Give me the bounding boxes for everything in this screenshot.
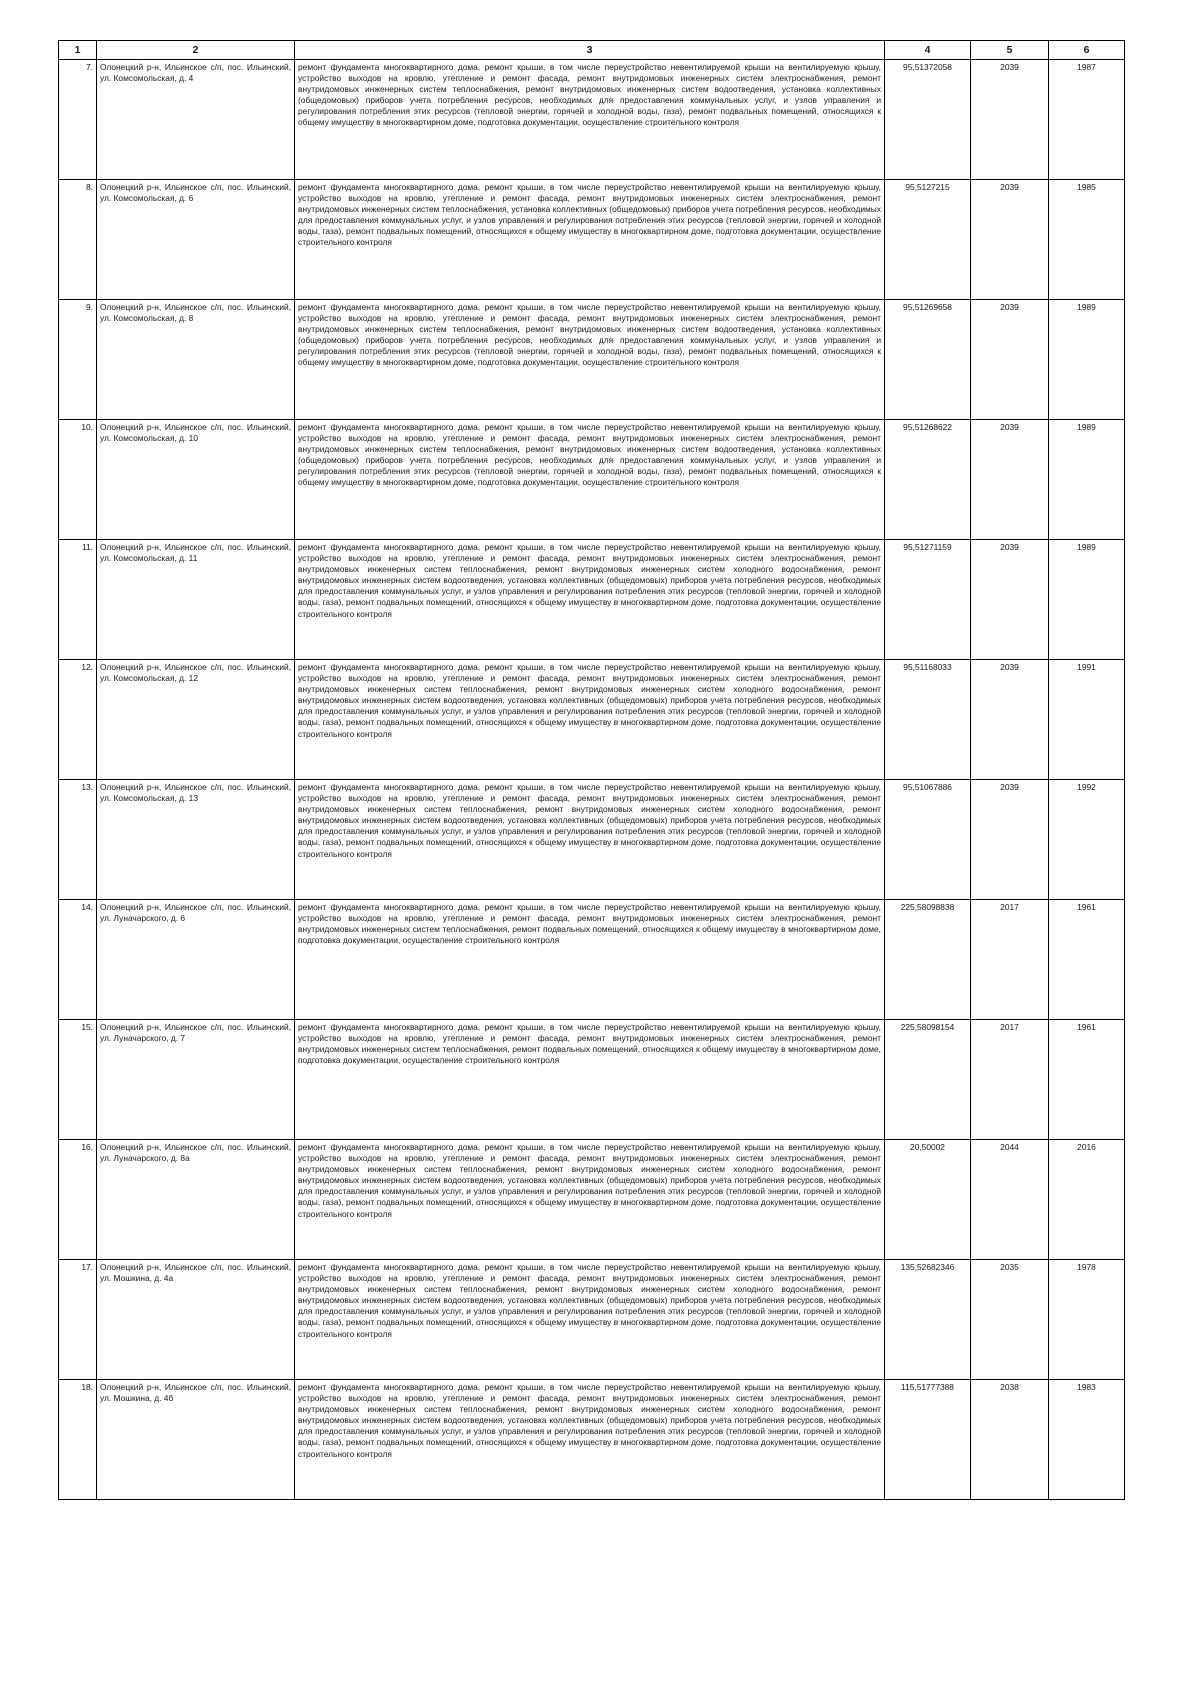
capital-repair-table bbox=[58, 40, 1125, 1500]
row-cost: 225,58098838 bbox=[885, 900, 971, 1020]
header-row bbox=[59, 41, 1125, 60]
row-address: Олонецкий р-н, Ильинское с/п, пос. Ильинский, ул. Комсомольская, д. 13 bbox=[97, 780, 295, 900]
row-cost: 115,51777388 bbox=[885, 1380, 971, 1500]
row-works: ремонт фундамента многоквартирного дома, ремонт крыши, в том числе переустройство невентилируемой крыши на вентилируемую крышу, устройство выходов на кровлю, утепление и ремонт фасада, ремонт внутридомовых инженерных систем электроснабжения, ремонт внутридомовых инженерных систем теплоснабжения, ремонт внутридомовых инженерных систем холодного водоснабжения, ремонт внутридомовых инженерных систем водоотведения, установка коллективных (общедомовых) приборов учета потребления ресурсов, необходимых для предоставления коммунальных услуг, и узлов управления и регулирования потребления этих ресурсов (тепловой энергии, горячей и холодной воды, газа), ремонт подвальных помещений, относящихся к общему имуществу в многоквартирном доме, подготовка документации, осуществление строительного контроля bbox=[295, 1140, 885, 1260]
row-address: Олонецкий р-н, Ильинское с/п, пос. Ильинский, ул. Мошкина, д. 4б bbox=[97, 1380, 295, 1500]
row-works: ремонт фундамента многоквартирного дома, ремонт крыши, в том числе переустройство невентилируемой крыши на вентилируемую крышу, устройство выходов на кровлю, утепление и ремонт фасада, ремонт внутридомовых инженерных систем электроснабжения, ремонт внутридомовых инженерных систем теплоснабжения, ремонт внутридомовых инженерных систем холодного водоснабжения, ремонт внутридомовых инженерных систем водоотведения, установка коллективных (общедомовых) приборов учета потребления ресурсов, необходимых для предоставления коммунальных услуг, и узлов управления и регулирования потребления этих ресурсов (тепловой энергии, горячей и холодной воды, газа), ремонт подвальных помещений, относящихся к общему имуществу в многоквартирном доме, подготовка документации, осуществление строительного контроля bbox=[295, 1380, 885, 1500]
row-repair-year: 2039 bbox=[971, 300, 1049, 420]
row-address: Олонецкий р-н, Ильинское с/п, пос. Ильинский, ул. Комсомольская, д. 4 bbox=[97, 60, 295, 180]
row-build-year: 1992 bbox=[1049, 780, 1125, 900]
row-build-year: 1961 bbox=[1049, 900, 1125, 1020]
table-row bbox=[59, 1020, 1125, 1140]
row-number: 17. bbox=[59, 1260, 97, 1380]
column-header-1: 1 bbox=[59, 41, 97, 60]
table-row bbox=[59, 540, 1125, 660]
row-cost: 95,51271159 bbox=[885, 540, 971, 660]
table-row bbox=[59, 60, 1125, 180]
row-cost: 95,51269658 bbox=[885, 300, 971, 420]
row-repair-year: 2038 bbox=[971, 1380, 1049, 1500]
row-cost: 95,51067886 bbox=[885, 780, 971, 900]
row-works: ремонт фундамента многоквартирного дома, ремонт крыши, в том числе переустройство невентилируемой крыши на вентилируемую крышу, устройство выходов на кровлю, утепление и ремонт фасада, ремонт внутридомовых инженерных систем электроснабжения, ремонт внутридомовых инженерных систем теплоснабжения, ремонт внутридомовых инженерных систем холодного водоснабжения, ремонт внутридомовых инженерных систем водоотведения, установка коллективных (общедомовых) приборов учета потребления ресурсов, необходимых для предоставления коммунальных услуг, и узлов управления и регулирования потребления этих ресурсов (тепловой энергии, горячей и холодной воды, газа), ремонт подвальных помещений, относящихся к общему имуществу в многоквартирном доме, подготовка документации, осуществление строительного контроля bbox=[295, 1260, 885, 1380]
row-build-year: 1978 bbox=[1049, 1260, 1125, 1380]
row-works: ремонт фундамента многоквартирного дома, ремонт крыши, в том числе переустройство невентилируемой крыши на вентилируемую крышу, устройство выходов на кровлю, утепление и ремонт фасада, ремонт внутридомовых инженерных систем электроснабжения, ремонт внутридомовых инженерных систем теплоснабжения, ремонт подвальных помещений, относящихся к общему имуществу в многоквартирном доме, подготовка документации, осуществление строительного контроля bbox=[295, 900, 885, 1020]
row-number: 15. bbox=[59, 1020, 97, 1140]
column-header-4: 4 bbox=[885, 41, 971, 60]
row-cost: 95,51372058 bbox=[885, 60, 971, 180]
row-works: ремонт фундамента многоквартирного дома, ремонт крыши, в том числе переустройство невентилируемой крыши на вентилируемую крышу, устройство выходов на кровлю, утепление и ремонт фасада, ремонт внутридомовых инженерных систем электроснабжения, ремонт внутридомовых инженерных систем теплоснабжения, установка коллективных (общедомовых) приборов учета потребления ресурсов, необходимых для предоставления коммунальных услуг, и узлов управления и регулирования потребления этих ресурсов (тепловой энергии, горячей и холодной воды, газа), ремонт подвальных помещений, относящихся к общему имуществу в многоквартирном доме, подготовка документации, осуществление строительного контроля bbox=[295, 180, 885, 300]
row-build-year: 1983 bbox=[1049, 1380, 1125, 1500]
table-row bbox=[59, 900, 1125, 1020]
row-works: ремонт фундамента многоквартирного дома, ремонт крыши, в том числе переустройство невентилируемой крыши на вентилируемую крышу, устройство выходов на кровлю, утепление и ремонт фасада, ремонт внутридомовых инженерных систем электроснабжения, ремонт внутридомовых инженерных систем теплоснабжения, ремонт внутридомовых инженерных систем холодного водоснабжения, ремонт внутридомовых инженерных систем водоотведения, установка коллективных (общедомовых) приборов учета потребления ресурсов, необходимых для предоставления коммунальных услуг, и узлов управления и регулирования потребления этих ресурсов (тепловой энергии, горячей и холодной воды, газа), ремонт подвальных помещений, относящихся к общему имуществу в многоквартирном доме, подготовка документации, осуществление строительного контроля bbox=[295, 540, 885, 660]
row-number: 14. bbox=[59, 900, 97, 1020]
table-row bbox=[59, 1260, 1125, 1380]
row-repair-year: 2039 bbox=[971, 420, 1049, 540]
row-number: 13. bbox=[59, 780, 97, 900]
row-repair-year: 2039 bbox=[971, 780, 1049, 900]
column-header-5: 5 bbox=[971, 41, 1049, 60]
row-works: ремонт фундамента многоквартирного дома, ремонт крыши, в том числе переустройство невентилируемой крыши на вентилируемую крышу, устройство выходов на кровлю, утепление и ремонт фасада, ремонт внутридомовых инженерных систем электроснабжения, ремонт внутридомовых инженерных систем теплоснабжения, ремонт внутридомовых инженерных систем холодного водоснабжения, ремонт внутридомовых инженерных систем водоотведения, установка коллективных (общедомовых) приборов учета потребления ресурсов, необходимых для предоставления коммунальных услуг, и узлов управления и регулирования потребления этих ресурсов (тепловой энергии, горячей и холодной воды, газа), ремонт подвальных помещений, относящихся к общему имуществу в многоквартирном доме, подготовка документации, осуществление строительного контроля bbox=[295, 660, 885, 780]
row-build-year: 1991 bbox=[1049, 660, 1125, 780]
row-number: 12. bbox=[59, 660, 97, 780]
row-address: Олонецкий р-н, Ильинское с/п, пос. Ильинский, ул. Луначарского, д. 7 bbox=[97, 1020, 295, 1140]
row-works: ремонт фундамента многоквартирного дома, ремонт крыши, в том числе переустройство невентилируемой крыши на вентилируемую крышу, устройство выходов на кровлю, утепление и ремонт фасада, ремонт внутридомовых инженерных систем электроснабжения, ремонт внутридомовых инженерных систем теплоснабжения, ремонт внутридомовых инженерных систем водоотведения, установка коллективных (общедомовых) приборов учета потребления ресурсов, необходимых для предоставления коммунальных услуг, и узлов управления и регулирования потребления этих ресурсов (тепловой энергии, горячей и холодной воды, газа), ремонт подвальных помещений, относящихся к общему имуществу в многоквартирном доме, подготовка документации, осуществление строительного контроля bbox=[295, 420, 885, 540]
row-build-year: 1985 bbox=[1049, 180, 1125, 300]
row-cost: 135,52682346 bbox=[885, 1260, 971, 1380]
row-repair-year: 2039 bbox=[971, 540, 1049, 660]
row-build-year: 1961 bbox=[1049, 1020, 1125, 1140]
row-works: ремонт фундамента многоквартирного дома, ремонт крыши, в том числе переустройство невентилируемой крыши на вентилируемую крышу, устройство выходов на кровлю, утепление и ремонт фасада, ремонт внутридомовых инженерных систем электроснабжения, ремонт внутридомовых инженерных систем теплоснабжения, ремонт подвальных помещений, относящихся к общему имуществу в многоквартирном доме, подготовка документации, осуществление строительного контроля bbox=[295, 1020, 885, 1140]
row-number: 18. bbox=[59, 1380, 97, 1500]
row-build-year: 1989 bbox=[1049, 420, 1125, 540]
table-row bbox=[59, 180, 1125, 300]
row-build-year: 2016 bbox=[1049, 1140, 1125, 1260]
document-page bbox=[58, 40, 1124, 1500]
row-repair-year: 2039 bbox=[971, 60, 1049, 180]
table-row bbox=[59, 300, 1125, 420]
row-number: 10. bbox=[59, 420, 97, 540]
row-cost: 95,51268622 bbox=[885, 420, 971, 540]
row-repair-year: 2039 bbox=[971, 180, 1049, 300]
row-address: Олонецкий р-н, Ильинское с/п, пос. Ильинский, ул. Комсомольская, д. 11 bbox=[97, 540, 295, 660]
table-row bbox=[59, 1140, 1125, 1260]
column-header-3: 3 bbox=[295, 41, 885, 60]
row-address: Олонецкий р-н, Ильинское с/п, пос. Ильинский, ул. Мошкина, д. 4а bbox=[97, 1260, 295, 1380]
row-works: ремонт фундамента многоквартирного дома, ремонт крыши, в том числе переустройство невентилируемой крыши на вентилируемую крышу, устройство выходов на кровлю, утепление и ремонт фасада, ремонт внутридомовых инженерных систем электроснабжения, ремонт внутридомовых инженерных систем теплоснабжения, ремонт внутридомовых инженерных систем холодного водоснабжения, ремонт внутридомовых инженерных систем водоотведения, установка коллективных (общедомовых) приборов учета потребления ресурсов, необходимых для предоставления коммунальных услуг, и узлов управления и регулирования потребления этих ресурсов (тепловой энергии, горячей и холодной воды, газа), ремонт подвальных помещений, относящихся к общему имуществу в многоквартирном доме, подготовка документации, осуществление строительного контроля bbox=[295, 780, 885, 900]
row-repair-year: 2017 bbox=[971, 900, 1049, 1020]
row-address: Олонецкий р-н, Ильинское с/п, пос. Ильинский, ул. Комсомольская, д. 6 bbox=[97, 180, 295, 300]
column-header-2: 2 bbox=[97, 41, 295, 60]
table-row bbox=[59, 420, 1125, 540]
row-address: Олонецкий р-н, Ильинское с/п, пос. Ильинский, ул. Комсомольская, д. 10 bbox=[97, 420, 295, 540]
table-row bbox=[59, 780, 1125, 900]
row-address: Олонецкий р-н, Ильинское с/п, пос. Ильинский, ул. Комсомольская, д. 8 bbox=[97, 300, 295, 420]
row-number: 8. bbox=[59, 180, 97, 300]
row-build-year: 1987 bbox=[1049, 60, 1125, 180]
row-address: Олонецкий р-н, Ильинское с/п, пос. Ильинский, ул. Луначарского, д. 6 bbox=[97, 900, 295, 1020]
table-body bbox=[59, 60, 1125, 1500]
table-row bbox=[59, 1380, 1125, 1500]
row-repair-year: 2039 bbox=[971, 660, 1049, 780]
row-works: ремонт фундамента многоквартирного дома, ремонт крыши, в том числе переустройство невентилируемой крыши на вентилируемую крышу, устройство выходов на кровлю, утепление и ремонт фасада, ремонт внутридомовых инженерных систем электроснабжения, ремонт внутридомовых инженерных систем теплоснабжения, ремонт внутридомовых инженерных систем водоотведения, установка коллективных (общедомовых) приборов учета потребления ресурсов, необходимых для предоставления коммунальных услуг, и узлов управления и регулирования потребления этих ресурсов (тепловой энергии, горячей и холодной воды, газа), ремонт подвальных помещений, относящихся к общему имуществу в многоквартирном доме, подготовка документации, осуществление строительного контроля bbox=[295, 300, 885, 420]
row-address: Олонецкий р-н, Ильинское с/п, пос. Ильинский, ул. Луначарского, д. 8а bbox=[97, 1140, 295, 1260]
column-header-6: 6 bbox=[1049, 41, 1125, 60]
row-build-year: 1989 bbox=[1049, 300, 1125, 420]
row-repair-year: 2017 bbox=[971, 1020, 1049, 1140]
row-number: 7. bbox=[59, 60, 97, 180]
row-cost: 20,50002 bbox=[885, 1140, 971, 1260]
table-row bbox=[59, 660, 1125, 780]
row-number: 11. bbox=[59, 540, 97, 660]
row-build-year: 1989 bbox=[1049, 540, 1125, 660]
row-cost: 225,58098154 bbox=[885, 1020, 971, 1140]
row-works: ремонт фундамента многоквартирного дома, ремонт крыши, в том числе переустройство невентилируемой крыши на вентилируемую крышу, устройство выходов на кровлю, утепление и ремонт фасада, ремонт внутридомовых инженерных систем электроснабжения, ремонт внутридомовых инженерных систем теплоснабжения, ремонт внутридомовых инженерных систем водоотведения, установка коллективных (общедомовых) приборов учета потребления ресурсов, необходимых для предоставления коммунальных услуг, и узлов управления и регулирования потребления этих ресурсов (тепловой энергии, горячей и холодной воды, газа), ремонт подвальных помещений, относящихся к общему имуществу в многоквартирном доме, подготовка документации, осуществление строительного контроля bbox=[295, 60, 885, 180]
row-cost: 95,5127215 bbox=[885, 180, 971, 300]
row-repair-year: 2035 bbox=[971, 1260, 1049, 1380]
row-address: Олонецкий р-н, Ильинское с/п, пос. Ильинский, ул. Комсомольская, д. 12 bbox=[97, 660, 295, 780]
row-number: 9. bbox=[59, 300, 97, 420]
row-number: 16. bbox=[59, 1140, 97, 1260]
row-cost: 95,51168033 bbox=[885, 660, 971, 780]
row-repair-year: 2044 bbox=[971, 1140, 1049, 1260]
